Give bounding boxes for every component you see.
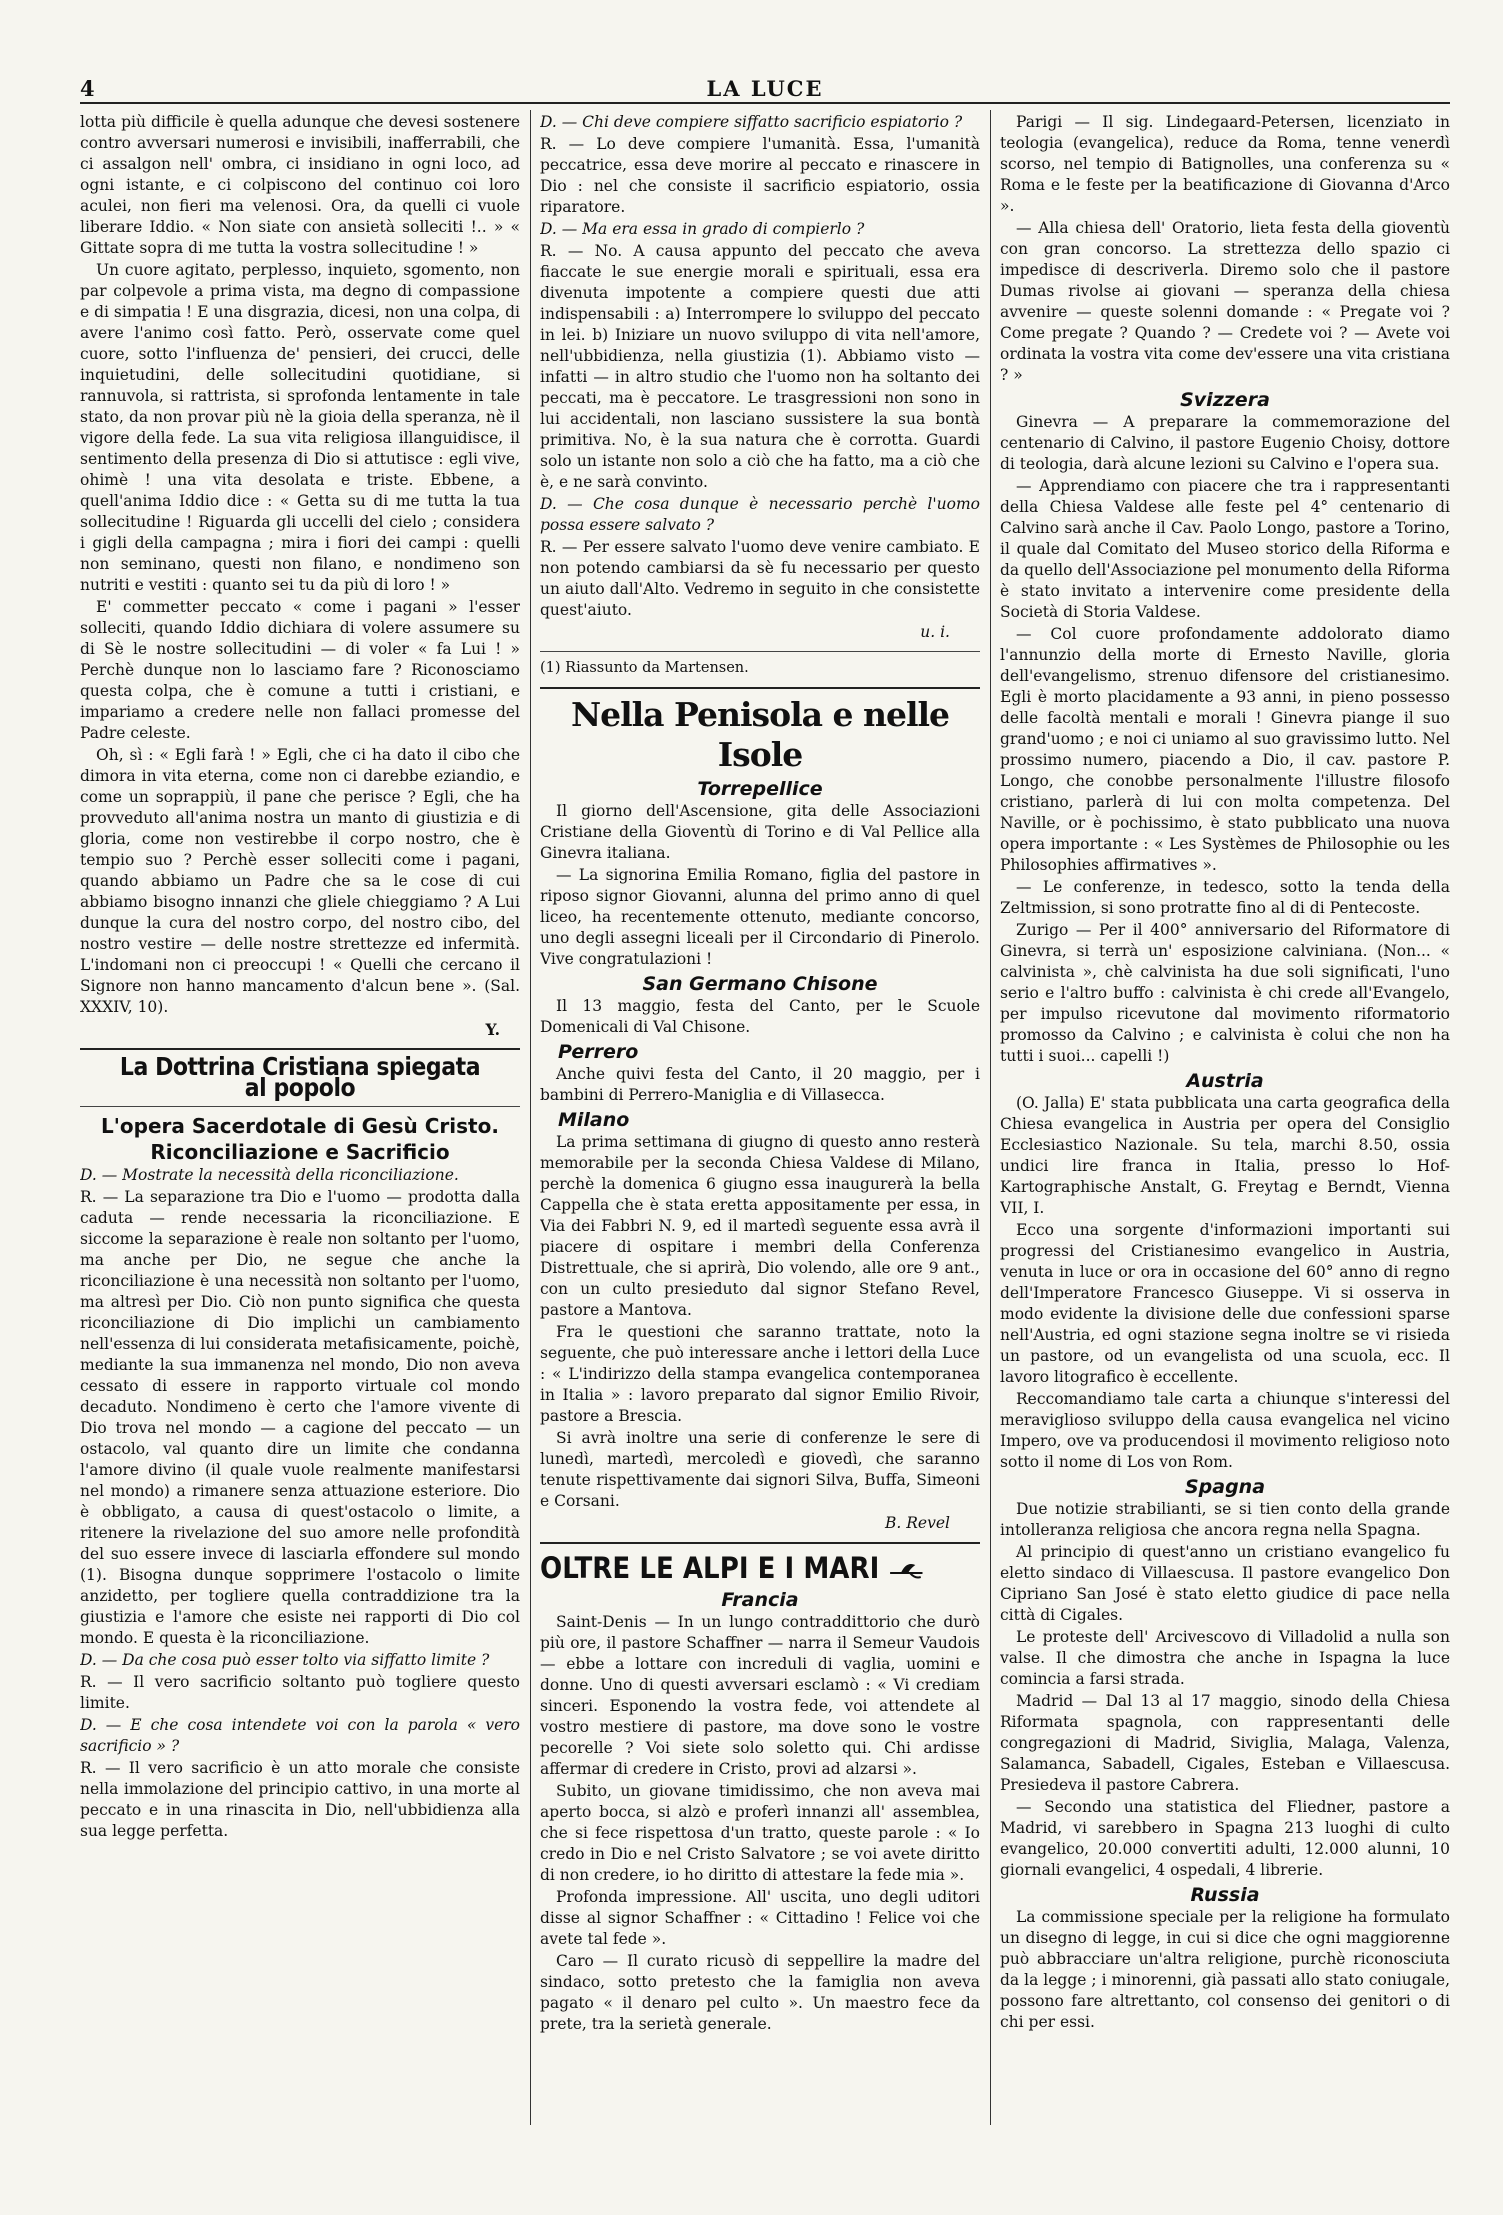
paragraph: Reccomandiamo tale carta a chiunque s'interessi del meraviglioso sviluppo della causa evangelica nel vicino Impero, ove va producendosi il movimento religioso noto sotto il nome di Los von Rom. [1000,1390,1450,1471]
masthead: LA LUCE [706,76,824,101]
section-title: La Dottrina Cristiana spiegata al popolo [119,1052,481,1102]
paragraph: Il 13 maggio, festa del Canto, per le Scuole Domenicali di Val Chisone. [540,997,980,1036]
column-3 [1000,112,1450,2122]
place-heading: Austria [1186,1070,1264,1092]
paragraph: — Apprendiamo con piacere che tra i rappresentanti della Chiesa Valdese alle feste pel 4° centenario di Calvino sarà anche il Cav. Paolo Longo, pastore a Torino, il quale dal Comitato del Museo storico della Riforma e da quello dell'Associazione pel monumento della Riforma è stato invitato a intervenire come presidente della Società di Storia Valdese. [1000,477,1450,621]
paragraph: Fra le questioni che saranno trattate, noto la seguente, che può interessare anche i lettori della Luce : « L'indirizzo della stampa evangelica contemporanea in Italia » : lavoro preparato dal signor Emilio Rivoir, pastore a Brescia. [540,1323,980,1425]
paragraph: Un cuore agitato, perplesso, inquieto, sgomento, non par colpevole a prima vista, ma degno di compassione e di simpatia ! E una disgrazia, dicesi, non una colpa, di avere l'animo così fatto. Però, osservate come quel cuore, sotto l'influenza de' pensieri, dei crucci, delle inquietudini, delle sollecitudini quotidiane, si rannuvola, si rattrista, si sprofonda lentamente in tale stato, da non provar più nè la gioia della speranza, nè il vigore della fede. La sua vita religiosa illanguidisce, il sentimento della presenza di Dio si attutisce : egli vive, ohimè ! una vita desolata e triste. Ebbene, a quell'anima Iddio dice : « Getta su di me tutta la tua sollecitudine ! Riguarda gli uccelli del cielo ; considera i gigli della campagna ; mira i fiori dei campi : quelli non seminano, questi non filano, e nondimeno son nutriti e vestiti : quanto sei tu da più di loro ! » [80,261,520,594]
paragraph: Zurigo — Per il 400° anniversario del Riformatore di Ginevra, si terrà un' esposizione calviniana. (Non... « calvinista », chè calvinista ha due soli significati, l'uno serio e l'altro buffo : calvinista è chi crede all'Evangelo, per impulso ricevutone dal movimento riformatorio promosso da Calvino ; e calvinista è colui che non ha tutti i suoi... capelli !) [1000,921,1450,1065]
answer: R. — Lo deve compiere l'umanità. Essa, l'umanità peccatrice, essa deve morire al peccato e rinascere in Dio : nel che consiste il sacrificio espiatorio, ossia riparatore. [540,135,980,216]
question: D. — Ma era essa in grado di compierlo ? [540,220,865,238]
paragraph: Ginevra — A preparare la commemorazione del centenario di Calvino, il pastore Eugenio Choisy, dottore di teologia, darà alcune lezioni su Calvino e l'opera sua. [1000,413,1450,473]
paragraph: La commissione speciale per la religione ha formulato un disegno di legge, in cui si dice che ogni maggiorenne può abbracciare un'altra religione, purchè riconosciuta da la legge ; i minorenni, già passati allo stato coniugale, possono fare altrettanto, col consenso dei genitori o di chi per essi. [1000,1908,1450,2031]
place-heading: Spagna [1184,1476,1266,1498]
paragraph: lotta più difficile è quella adunque che devesi sostenere contro avversari numerosi e invisibili, inafferrabili, che ci assalgon nell' ombra, ci insidiano in ogni loco, ad ogni istante, e ci colpiscono del continuo coi loro aculei, non fieri ma velenosi. Ora, da quelli ci vuole liberare Iddio. « Non siate con ansietà solleciti !.. » « Gittate sopra di me tutta la vostra sollecitudine ! » [80,113,520,257]
place-heading: Russia [1190,1884,1260,1906]
paragraph: Le proteste dell' Arcivescovo di Villadolid a nulla son valse. Il che dimostra che anche in Ispagna la luce comincia a farsi strada. [1000,1628,1450,1688]
signature: Y. [485,1020,500,1039]
paragraph: Oh, sì : « Egli farà ! » Egli, che ci ha dato il cibo che dimora in vita eterna, come non ci darebbe eziandio, e come un soprappiù, il pane che perisce ? Egli, che ha provveduto all'anima nostra un manto di giustizia e di gloria, come non vestirebbe il corpo nostro, che è tempio suo ? Perchè esser solleciti come i pagani, quando abbiamo un Padre che sa le cose di cui abbiamo bisogno innanzi che gliele chieggiamo ? A Lui dunque la cura del nostro corpo, del nostro cibo, del nostro vestire — delle nostre strettezze ed infermità. L'indomani non ci preoccupi ! « Quelli che cercano il Signore non hanno mancamento d'alcun bene ». (Sal. XXXIV, 10). [80,746,520,1016]
paragraph: Ecco una sorgente d'informazioni importanti sui progressi del Cristianesimo evangelico in Austria, venuta in luce or ora in occasione del 60° anno di regno dell'Imperatore Francesco Giuseppe. Vi si osserva in modo evidente la divisione delle due confessioni sparse nell'Austria, ed ogni stazione segna inoltre se vi risieda un pastore, od un evangelista od una scuola, ecc. Il lavoro litografico è eccellente. [1000,1221,1450,1386]
paragraph: — Le conferenze, in tedesco, sotto la tenda della Zeltmission, si sono protratte fino al di di Pentecoste. [1000,878,1450,917]
subtitle: L'opera Sacerdotale di Gesù Cristo. [101,1114,499,1138]
place-heading: Perrero [558,1041,639,1063]
swallow-ornament-icon [888,1559,924,1581]
answer: R. — Il vero sacrificio soltanto può togliere questo limite. [80,1673,520,1712]
paragraph: (O. Jalla) E' stata pubblicata una carta geografica della Chiesa evangelica in Austria per opera del Consiglio Ecclesiastico Nazionale. Su tela, marchi 8.50, ossia undici lire franca in Italia, presso lo Hof-Kartographische Anstalt, G. Freytag e Berndt, Vienna VII, I. [1000,1094,1450,1217]
place-heading: Francia [721,1589,799,1611]
place-heading: Svizzera [1180,389,1270,411]
question: D. — E che cosa intendete voi con la parola « vero sacrificio » ? [80,1716,520,1755]
paragraph: Anche quivi festa del Canto, il 20 maggio, per i bambini di Perrero-Maniglia e di Villasecca. [540,1065,980,1104]
section-title: OLTRE LE ALPI E I MARI [540,1550,936,1586]
paragraph: Madrid — Dal 13 al 17 maggio, sinodo della Chiesa Riformata spagnola, con rappresentanti delle congregazioni di Madrid, Siviglia, Malaga, Valenza, Salamanca, Sabadell, Cigales, Esteban e Villaescusa. Presiedeva il pastore Cabrera. [1000,1692,1450,1794]
section-rule [80,1106,520,1107]
answer: R. — Il vero sacrificio è un atto morale che consiste nella immolazione del principio cattivo, in una morte al peccato e in una rinascita in Dio, nell'ubbidienza alla sua legge perfetta. [80,1759,520,1840]
paragraph: — La signorina Emilia Romano, figlia del pastore in riposo signor Giovanni, alunna del primo anno di quel liceo, ha recentemente ottenuto, mediante concorso, uno degli assegni liceali per il Circondario di Pinerolo. Vive congratulazioni ! [540,866,980,968]
section-title: Nella Penisola e nelle Isole [570,695,950,774]
paragraph: — Col cuore profondamente addolorato diamo l'annunzio della morte di Ernesto Naville, gloria dell'evangelismo, strenuo difensore del cristianesimo. Egli è morto placidamente a 93 anni, in pieno possesso delle facoltà mentali e morali ! Ginevra piange il suo grand'uomo ; e noi ci uniamo al suo gravissimo lutto. Nel prossimo numero, piacendo a Dio, il cav. pastore P. Longo, che conobbe personalmente l'illustre filosofo cristiano, parlerà di lui con molta competenza. Del Naville, or è pochissimo, è stato pubblicato una nuova opera importante : « Les Systèmes de Philosophie ou les Philosophies affirmatives ». [1000,625,1450,874]
page-header [80,76,1450,104]
paragraph: Al principio di quest'anno un cristiano evangelico fu eletto sindaco di Villaescusa. Il pastore evangelico Don Cipriano San José è stato eletto giudice di pace nella città di Cigales. [1000,1543,1450,1624]
paragraph: Parigi — Il sig. Lindegaard-Petersen, licenziato in teologia (evangelica), reduce da Roma, tenne venerdì scorso, nel tempio di Batignolles, una conferenza su « Roma e le feste per la beatificazione di Giovanna d'Arco ». [1000,113,1450,215]
paragraph: Il giorno dell'Ascensione, gita delle Associazioni Cristiane della Gioventù di Torino e di Val Pellice alla Ginevra italiana. [540,802,980,862]
question: D. — Mostrate la necessità della riconciliazione. [80,1166,459,1184]
paragraph: Caro — Il curato ricusò di seppellire la madre del sindaco, sotto pretesto che la famiglia non aveva pagato « il denaro pel culto ». Un maestro fece da prete, tra la serietà generale. [540,1952,980,2033]
column-1 [80,112,520,2122]
paragraph: E' commetter peccato « come i pagani » l'esser solleciti, quando Iddio dichiara di volere assumere su di Sè le nostre sollecitudini — di voler « fa Lui ! » Perchè dunque non lo lasciamo fare ? Riconosciamo questa colpa, che è comune a tutti i cristiani, e impariamo a credere nelle non fallaci promesse del Padre celeste. [80,598,520,742]
question: D. — Da che cosa può esser tolto via siffatto limite ? [80,1651,490,1669]
place-heading: Torrepellice [697,778,823,800]
section-rule [80,1048,520,1050]
question: D. — Chi deve compiere siffatto sacrificio espiatorio ? [540,113,963,131]
column-2 [540,112,980,2122]
paragraph: Saint-Denis — In un lungo contraddittorio che durò più ore, il pastore Schaffner — narra il Semeur Vaudois — ebbe a lottare con increduli di vaglia, uomini e donne. Uno di questi avversari esclamò : « Vi crediam sinceri. Esponendo la vostra fede, voi attendete al vostro mestiere di pastore, ma dove sono le vostre pecorelle ? Voi siete solo soletto qui. Chi ardisse affermar di credere in Cristo, provi ad alzarsi ». [540,1613,980,1778]
paragraph: La prima settimana di giugno di questo anno resterà memorabile per la seconda Chiesa Valdese di Milano, perchè la domenica 6 giugno essa inaugurerà la bella Cappella che è stata eretta appositamente per essa, in Via dei Fabbri N. 9, ed il martedì seguente essa avrà il piacere di ospitare i membri della Conferenza Distrettuale, che si aprirà, Dio volendo, alle ore 9 ant., con un culto presieduto dal signor Stefano Revel, pastore a Mantova. [540,1133,980,1319]
page-number: 4 [80,76,95,101]
column-divider-1 [530,110,531,2125]
place-heading: San Germano Chisone [642,973,878,995]
section-rule [540,687,980,689]
paragraph: Due notizie strabilianti, se si tien conto della grande intolleranza religiosa che ancora regna nella Spagna. [1000,1500,1450,1539]
column-divider-2 [990,110,991,2125]
header-rule [80,102,1450,104]
section-rule [540,1542,980,1544]
answer: R. — No. A causa appunto del peccato che aveva fiaccate le sue energie morali e spirituali, essa era divenuta impotente a compiere questi due atti indispensabili : a) Interrompere lo sviluppo del peccato in lei. b) Iniziare un nuovo sviluppo di vita nell'amore, nell'ubbidienza, nella giustizia (1). Abbiamo visto — infatti — in altro studio che l'uomo non ha soltanto dei peccati, ma è peccatore. Le trasgressioni non sono in lui accidentali, non lasciano sussistere la sua bontà primitiva. No, è la sua natura che è corrotta. Guardi solo un istante non solo a ciò che ha fatto, ma a ciò che è, e ne sarà convinto. [540,242,980,491]
subtitle: Riconciliazione e Sacrificio [150,1140,450,1164]
paragraph: — Secondo una statistica del Fliedner, pastore a Madrid, vi sarebbero in Spagna 213 luoghi di culto evangelico, 20.000 convertiti adulti, 12.000 alunni, 10 giornali evangelici, 4 ospedali, 4 librerie. [1000,1798,1450,1879]
answer: R. — La separazione tra Dio e l'uomo — prodotta dalla caduta — rende necessaria la riconciliazione. E siccome la separazione è reale non soltanto per l'uomo, ma anche per Dio, ne segue che anche la riconciliazione è una necessità non soltanto per l'uomo, ma altresì per Dio. Ciò non punto significa che questa riconciliazione di Dio implichi un cambiamento nell'essenza di lui considerata metafisicamente, poichè, mediante la sua immanenza nel mondo, Dio non aveva cessato di essere in rapporto virtuale col mondo decaduto. Nondimeno è certo che l'amore vivente di Dio trova nel mondo — a cagione del peccato — un ostacolo, val quanto dire un limite che condanna l'amore divino (il quale vuole realmente manifestarsi nel mondo) a rimanere senza attuazione esteriore. Dio è obbligato, a causa di quest'ostacolo o limite, a ritenere la rivelazione del suo amore nelle profondità del suo essere invece di lasciarla effondere sul mondo (1). Bisogna dunque sopprimere l'ostacolo o limite anzidetto, per togliere quella contraddizione tra la giustizia e l'amore che esiste nei rapporti di Dio col mondo. E questa è la riconciliazione. [80,1188,520,1647]
paragraph: Profonda impressione. All' uscita, uno degli uditori disse al signor Schaffner : « Cittadino ! Felice voi che avete tal fede ». [540,1888,980,1948]
answer: R. — Per essere salvato l'uomo deve venire cambiato. E non potendo cambiarsi da sè fu necessario per questo un aiuto dall'Alto. Vedremo in seguito in che consistette quest'aiuto. [540,538,980,619]
place-heading: Milano [558,1109,630,1131]
paragraph: Si avrà inoltre una serie di conferenze le sere di lunedì, martedì, mercoledì e giovedì, che saranno tenute rispettivamente dai signori Silva, Buffa, Simeoni e Corsani. [540,1429,980,1510]
footnote-rule [540,651,980,652]
question: D. — Che cosa dunque è necessario perchè l'uomo possa essere salvato ? [540,495,980,534]
footnote: (1) Riassunto da Martensen. [540,660,749,676]
paragraph: Subito, un giovane timidissimo, che non aveva mai aperto bocca, si alzò e proferì innanzi all' assemblea, che si fece rispettosa d'un tratto, queste parole : « Io credo in Dio e nel Cristo Salvatore ; se voi avete diritto di non credere, io ho diritto di attestare la fede mia ». [540,1782,980,1884]
signature: B. Revel [885,1514,950,1532]
paragraph: — Alla chiesa dell' Oratorio, lieta festa della gioventù con gran concorso. La strettezza dello spazio ci impedisce di descriverla. Diremo solo che il pastore Dumas rivolse ai giovani — speranza della chiesa avvenire — queste solenni domande : « Pregate voi ? Come pregate ? Quando ? — Credete voi ? — Avete voi ordinata la vostra vita come dev'essere una vita cristiana ? » [1000,219,1450,384]
signature: u. i. [920,623,950,641]
